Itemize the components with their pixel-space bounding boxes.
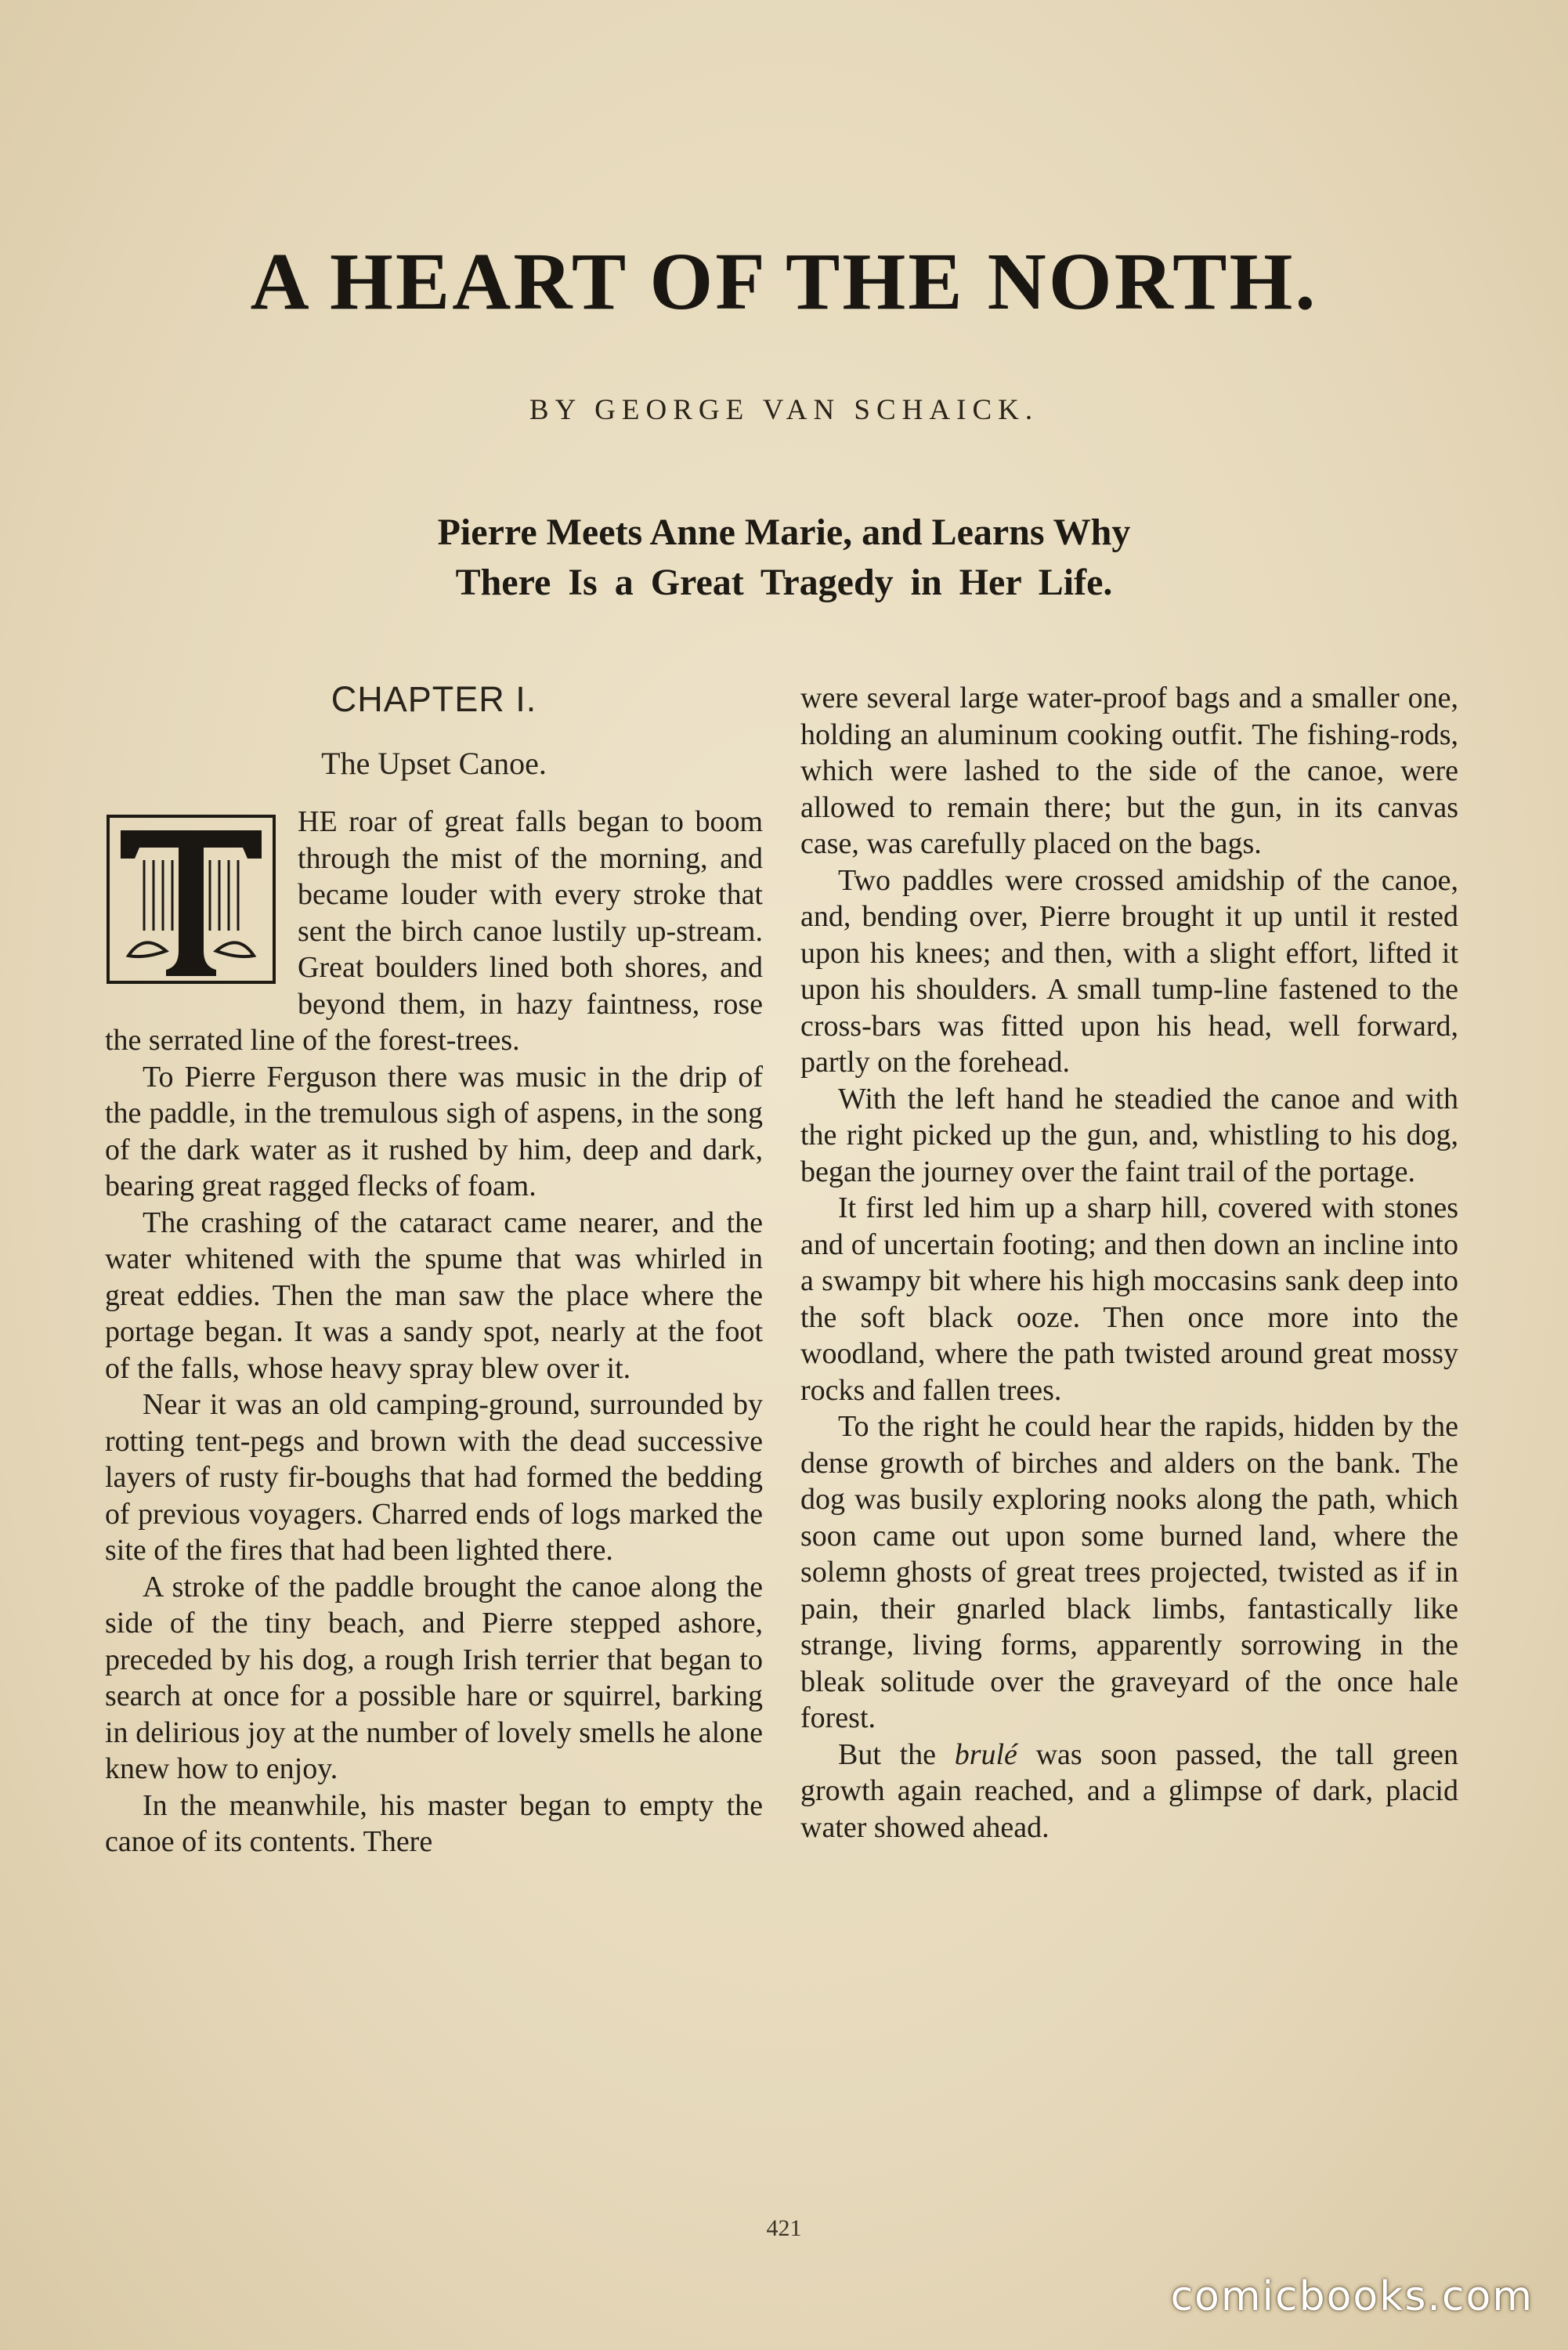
subheading-line-1: Pierre Meets Anne Marie, and Learns Why [437, 512, 1131, 553]
paragraph-4: Near it was an old camping-ground, surrounded by rotting tent-pegs and brown with the dead successive layers of rusty fir-boughs that had formed the bedding of previous voyagers. Charred ends of logs marked the site of the fires that had been lighted there. [105, 1388, 763, 1567]
paragraph-3: The crashing of the cataract came nearer, and the water whitened with the spume that was whirled in great eddies. Then the man saw the place where the portage began. It was a sandy spot, nearly at the foot of the falls, whose heavy spray blew over it. [105, 1206, 763, 1385]
subheading-line-2: There Is a Great Tragedy in Her Life. [455, 562, 1113, 603]
paragraph-7: Two paddles were crossed amidship of the canoe, and, bending over, Pierre brought it up until it rested upon his knees; and then, with a slight effort, lifted it upon his shoulders. A small tump-line fastened to the cross-bars was fitted upon his head, well forward, partly on the forehead. [800, 863, 1458, 1079]
chapter-subtitle: The Upset Canoe. [321, 746, 547, 781]
paragraph-11-end: was soon passed, the tall green growth again reached, and a glimpse of dark, placid water showed ahead. [800, 1737, 1459, 1844]
paragraph-1: HE roar of great falls began to boom through the mist of the morning, and became louder with every stroke that sent the birch canoe lustily up-stream. Great boulders lined both shores, and beyond them, in hazy faintness, rose the serrated line of the forest-trees. [105, 805, 763, 1057]
italic-word-brule: brulé [954, 1737, 1017, 1771]
paragraph-5: A stroke of the paddle brought the canoe along the side of the tiny beach, and Pierre stepped ashore, preceded by his dog, a rough Irish terrier that began to search at once for a possible hare or squirrel, barking in delirious joy at the number of lovely smells he alone knew how to enjoy. [105, 1570, 763, 1785]
article-title: A HEART OF THE NORTH. [250, 237, 1318, 327]
paragraph-9: It first led him up a sharp hill, covered with stones and of uncertain footing; and then down an incline into a swampy bit where his high moccasins sank deep into the soft black ooze. Then once more into the woodland, where the path twisted around great mossy rocks and fallen trees. [800, 1191, 1458, 1407]
paragraph-2: To Pierre Ferguson there was music in the drip of the paddle, in the tremulous sigh of aspens, in the song of the dark water as it rushed by him, deep and dark, bearing great ragged flecks of foam. [105, 1060, 763, 1202]
right-column [800, 680, 1458, 1846]
paragraph-11-start: But the [838, 1737, 955, 1771]
page-number: 421 [766, 2215, 802, 2241]
left-column [105, 680, 763, 1860]
paragraph-8: With the left hand he steadied the canoe and with the right picked up the gun, and, whistling to his dog, began the journey over the faint trail of the portage. [800, 1082, 1458, 1188]
source-watermark: comicbooks.com [1170, 2273, 1534, 2320]
paragraph-6: In the meanwhile, his master began to empty the canoe of its contents. There [105, 1788, 763, 1858]
chapter-heading: CHAPTER I. [331, 679, 537, 719]
article-subheading [0, 508, 1568, 608]
author-byline: BY GEORGE VAN SCHAICK. [529, 394, 1039, 426]
paragraph-10: To the right he could hear the rapids, hidden by the dense growth of birches and alders on the bank. The dog was busily exploring nooks along the path, which soon came out upon some burned land, where the solemn ghosts of great trees projected, twisted as if in pain, their gnarled black limbs, fantastically like strange, living forms, apparently sorrowing in the bleak solitude over the graveyard of the once hale forest. [800, 1410, 1458, 1734]
ornamental-dropcap-t [105, 813, 277, 985]
paragraph-11 [800, 1737, 1458, 1846]
paragraph-continued: were several large water-proof bags and a smaller one, holding an aluminum cooking outfit. The fishing-rods, which were lashed to the side of the canoe, were allowed to remain there; but the gun, in its canvas case, was carefully placed on the bags. [800, 682, 1458, 860]
